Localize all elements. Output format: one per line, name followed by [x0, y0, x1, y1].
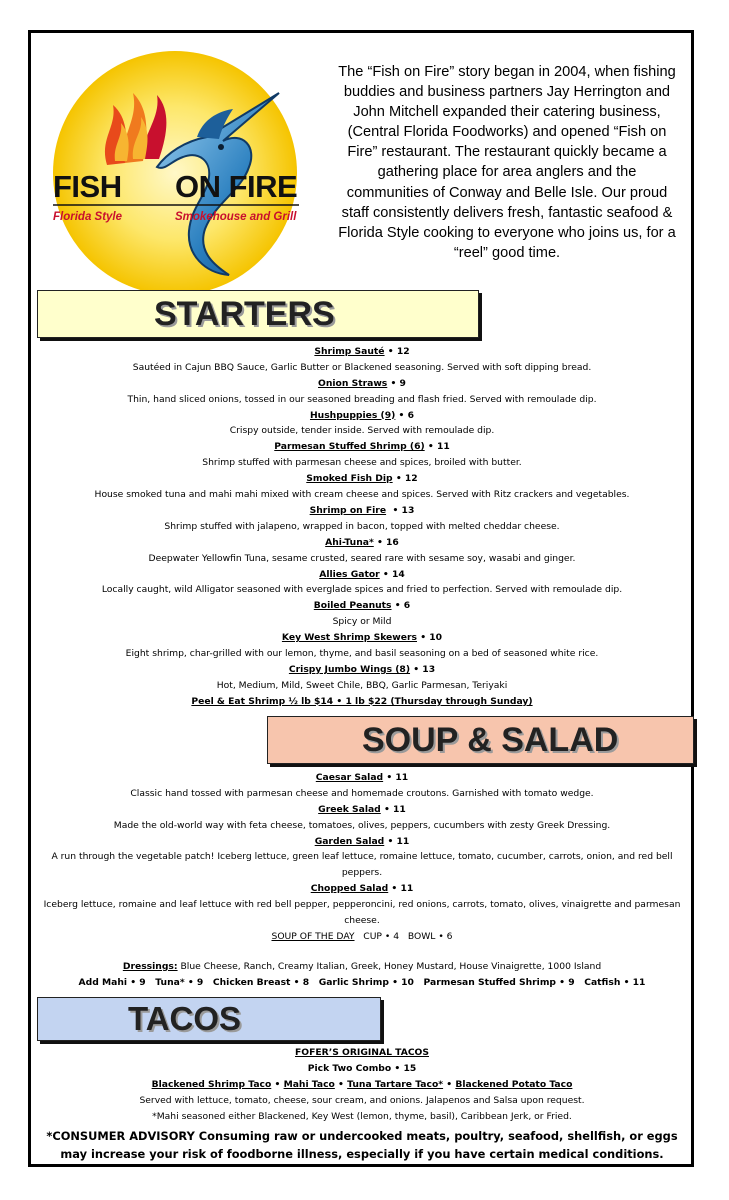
taco-option-separator: • [443, 1078, 456, 1090]
menu-item-price: • 10 [417, 632, 443, 644]
logo-tagline-right: Smokehouse and Grill [175, 211, 297, 223]
taco-option: Mahi Taco [283, 1078, 335, 1090]
dressings-label: Dressings: [122, 960, 178, 972]
menu-item-heading [39, 439, 685, 455]
menu-item-heading [39, 471, 685, 487]
menu-item-name: Boiled Peanuts [313, 600, 392, 612]
menu-item-price: • 6 [395, 409, 415, 421]
menu-item-heading [39, 503, 685, 519]
menu-item-description: Eight shrimp, char-grilled with our lemon, thyme, and basil seasoning on a bed of seasoned white rice. [125, 648, 599, 660]
taco-option: Blackened Shrimp Taco [151, 1078, 272, 1090]
menu-item-price: • 16 [373, 536, 399, 548]
menu-item-name: Garden Salad [314, 835, 385, 847]
fish-on-fire-logo [47, 49, 303, 295]
taco-option-separator: • [271, 1078, 284, 1090]
tacos-section [39, 1045, 685, 1124]
menu-item-price: • 12 [384, 346, 410, 357]
tacos-combo: Pick Two Combo • 15 [307, 1062, 417, 1074]
starters-banner [37, 290, 479, 338]
menu-item-price: • 6 [391, 600, 411, 612]
menu-item-description: Iceberg lettuce, romaine and leaf lettuce with red bell pepper, pepperoncini, red onions, carrots, tomato, olives, vinaigrette and parmesan cheese. [43, 899, 681, 927]
menu-item-name: Ahi-Tuna* [325, 536, 374, 548]
menu-item-price: • 11 [384, 835, 410, 847]
soup-of-the-day [39, 929, 685, 945]
menu-item-name: Key West Shrimp Skewers [281, 632, 418, 644]
menu-item-name: Shrimp on Fire [309, 504, 387, 516]
menu-item-heading [39, 408, 685, 424]
menu-item-heading [39, 376, 685, 392]
soup-of-the-day-prices: CUP • 4 BOWL • 6 [354, 931, 453, 942]
taco-option: Blackened Potato Taco [455, 1078, 573, 1090]
menu-item-description: Thin, hand sliced onions, tossed in our seasoned breading and flash fried. Served with remoulade dip. [127, 393, 597, 405]
menu-item-price: • 13 [410, 663, 436, 675]
menu-item-description: Classic hand tossed with parmesan cheese and homemade croutons. Garnished with tomato wedge. [130, 787, 594, 799]
menu-item-heading [39, 802, 685, 818]
menu-item-heading [39, 881, 685, 897]
menu-item-price: • 12 [392, 473, 418, 485]
taco-options [39, 1077, 685, 1093]
menu-item-price: • 11 [388, 883, 414, 895]
menu-item-description: Sautéed in Cajun BBQ Sauce, Garlic Butter or Blackened seasoning. Served with soft dipping bread. [132, 361, 592, 373]
starters-title: STARTERS [154, 294, 335, 333]
menu-item-heading [39, 630, 685, 646]
menu-item-description: Spicy or Mild [332, 616, 392, 628]
menu-item-description: Made the old-world way with feta cheese, tomatoes, olives, peppers, cucumbers with zesty Greek Dressing. [113, 819, 611, 831]
menu-item-heading [39, 567, 685, 583]
menu-item-description: Hot, Medium, Mild, Sweet Chile, BBQ, Garlic Parmesan, Teriyaki [216, 679, 508, 691]
menu-item-name: Smoked Fish Dip [306, 473, 393, 485]
dressings-list: Blue Cheese, Ranch, Creamy Italian, Greek, Honey Mustard, House Vinaigrette, 1000 Island [177, 960, 602, 972]
add-ons-line: Add Mahi • 9 Tuna* • 9 Chicken Breast • 8 Garlic Shrimp • 10 Parmesan Stuffed Shrimp • 9 Catfish • 11 [78, 976, 646, 988]
menu-item-heading [39, 662, 685, 678]
taco-option: Tuna Tartare Taco* [347, 1078, 444, 1090]
menu-item-heading [39, 535, 685, 551]
taco-option-separator: • [334, 1078, 348, 1090]
menu-item-price: • 13 [386, 504, 415, 516]
soup-salad-banner [267, 716, 694, 764]
tacos-mahi-note: *Mahi seasoned either Blackened, Key West (lemon, thyme, basil), Caribbean Jerk, or Fried. [152, 1110, 572, 1122]
soup-salad-items [39, 770, 685, 929]
tacos-banner [37, 997, 381, 1041]
soup-of-the-day-label: SOUP OF THE DAY [271, 931, 355, 942]
soup-salad-title: SOUP & SALAD [362, 720, 619, 759]
menu-item-heading [39, 598, 685, 614]
dressings-line [39, 959, 685, 975]
menu-item-description: Shrimp stuffed with parmesan cheese and spices, broiled with butter. [202, 457, 522, 469]
menu-item-name: Shrimp Sauté [314, 346, 385, 357]
menu-item-price: • 11 [383, 772, 409, 783]
menu-item-price: • 14 [379, 568, 405, 580]
menu-item-description: Deepwater Yellowfin Tuna, sesame crusted, seared rare with sesame soy, wasabi and ginger. [148, 552, 576, 564]
menu-item-price: • 11 [380, 803, 406, 815]
menu-item-description: Locally caught, wild Alligator seasoned with everglade spices and fried to perfection. Served with remoulade dip. [101, 584, 623, 596]
starters-section [39, 344, 685, 710]
peel-eat-shrimp: Peel & Eat Shrimp ½ lb $14 • 1 lb $22 (Thursday through Sunday) [191, 695, 533, 707]
tacos-title: TACOS [128, 1000, 242, 1037]
soup-salad-section [39, 770, 685, 991]
menu-item-name: Parmesan Stuffed Shrimp (6) [274, 441, 425, 453]
menu-item-heading [39, 834, 685, 850]
tacos-heading: FOFER’S ORIGINAL TACOS [295, 1047, 429, 1058]
menu-item-name: Chopped Salad [310, 883, 389, 895]
logo-word-fish: FISH [53, 169, 122, 204]
menu-item-name: Greek Salad [318, 803, 381, 815]
logo-word-on-fire: ON FIRE [175, 169, 298, 204]
menu-item-name: Allies Gator [319, 568, 380, 580]
menu-item-name: Crispy Jumbo Wings (8) [288, 663, 411, 675]
consumer-advisory: *CONSUMER ADVISORY Consuming raw or undercooked meats, poultry, seafood, shellfish, or eggs may increase your risk of foodborne illness, especially if you have certain medical conditions. [46, 1129, 678, 1161]
menu-item-name: Caesar Salad [315, 772, 384, 783]
menu-item-name: Onion Straws [318, 377, 388, 389]
menu-item-description: A run through the vegetable patch! Iceberg lettuce, green leaf lettuce, romaine lettuce, tomato, cucumber, carrots, onion, and red bell peppers. [51, 851, 673, 879]
menu-page [28, 30, 694, 1167]
menu-item-description: Shrimp stuffed with jalapeno, wrapped in bacon, topped with melted cheddar cheese. [164, 520, 560, 532]
tacos-served-with: Served with lettuce, tomato, cheese, sour cream, and onions. Jalapenos and Salsa upon request. [139, 1094, 585, 1106]
menu-item-price: • 9 [387, 377, 406, 389]
menu-item-price: • 11 [424, 441, 450, 453]
menu-item-heading [39, 344, 685, 360]
restaurant-story: The “Fish on Fire” story began in 2004, when fishing buddies and business partners Jay Herrington and John Mitchell expanded their catering business, (Central Florida Foodworks) and opened “Fish on Fire” restaurant. The restaurant quickly became a gathering place for area anglers and the communities of Conway and Belle Isle. Our proud staff consistently delivers fresh, fantastic seafood & Florida Style cooking to everyone who joins us, for a “reel” good time. [338, 64, 676, 261]
logo-tagline-left: Florida Style [53, 211, 123, 223]
menu-item-heading [39, 770, 685, 786]
menu-item-description: Crispy outside, tender inside. Served with remoulade dip. [229, 425, 495, 437]
menu-item-description: House smoked tuna and mahi mahi mixed with cream cheese and spices. Served with Ritz crackers and vegetables. [94, 489, 630, 501]
menu-item-name: Hushpuppies (9) [309, 409, 396, 421]
